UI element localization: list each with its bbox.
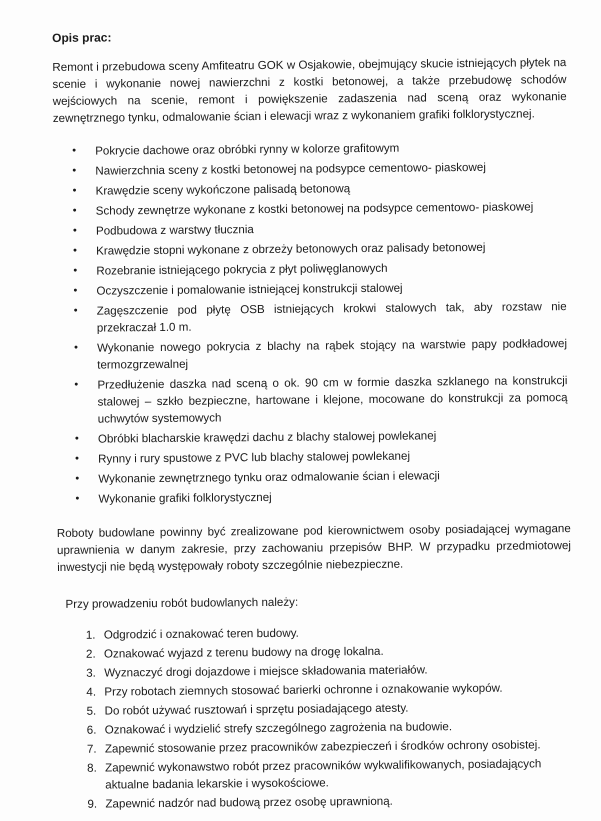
bullet-text: Rozebranie istniejącego pokrycia z płyt poliwęglanowych <box>96 261 388 278</box>
step-item <box>58 641 574 663</box>
bullet-item <box>56 446 568 468</box>
step-text: Zapewnić nadzór nad budową przez osobę uprawnioną. <box>105 794 393 811</box>
bullet-text: Schody zewnętrze wykonane z kostki betonowej na podsypce cementowo- piaskowej <box>95 200 534 218</box>
bullet-dot-icon: • <box>73 244 78 257</box>
bullet-item <box>55 298 567 337</box>
step-number: 1. <box>85 628 96 642</box>
bullet-text: Wykonanie grafiki folklorystycznej <box>98 490 272 506</box>
step-item <box>58 679 574 701</box>
supervision-paragraph: Roboty budowlane powinny być zrealizowane pod kierownictwem osoby posiadającej wymagane uprawnienia w danym zakresie, przy zachowaniu przepisów BHP. W przypadku przedmiotowej inwestycji nie będą występowały roboty szczególnie niebezpieczne. <box>56 522 572 574</box>
step-text: Przy robotach ziemnych stosować barierki ochronne i oznakowanie wykopów. <box>104 681 503 699</box>
step-item <box>59 755 575 794</box>
bullet-text: Krawędzie sceny wykończone palisadą betonową <box>95 182 351 198</box>
bullet-dot-icon: • <box>72 204 77 217</box>
step-text: Oznakować wyjazd z terenu budowy na drogę lokalna. <box>103 644 384 661</box>
bullet-item <box>54 278 566 300</box>
step-number: 5. <box>86 704 97 718</box>
step-text: Do robót używać rusztowań i sprzętu posiadającego atesty. <box>104 701 409 718</box>
bullet-text: Pokrycie dachowe oraz obróbki rynny w kolorze grafitowym <box>95 141 400 158</box>
step-number: 3. <box>86 666 96 680</box>
step-text: Zapewnić wykonawstwo robót przez pracowników wykwalifikowanych, posiadających aktualne badania lekarskie i wysokościowe. <box>105 757 542 792</box>
intro-paragraph: Remont i przebudowa sceny Amfiteatru GOK w Osjakowie, obejmujący skucie istniejących płytek na scenie i wykonanie nowej nawierzchni z kostki betonowej, a także przebudowę schodów wejściowych na scenie, remont i powiększenie zadaszenia nad sceną oraz wykonanie zewnętrznego tynku, odmalowanie ścian i elewacji wraz z wykonaniem grafiki folklorystycznej. <box>52 56 567 125</box>
bullet-text: Przedłużenie daszka nad sceną o ok. 90 cm w formie daszka szklanego na konstrukcji stalowej – szkło bezpieczne, hartowane i klejone, mocowane do konstrukcji za pomocą uchwytów systemowych <box>97 374 568 426</box>
bullet-dot-icon: • <box>72 184 77 197</box>
bullet-text: Krawędzie stopni wykonane z obrzeży betonowych oraz palisady betonowej <box>96 240 486 258</box>
page-content <box>52 25 580 815</box>
bullet-item <box>54 258 566 280</box>
bullet-item <box>53 138 565 160</box>
bullet-dot-icon: • <box>73 304 78 317</box>
bullet-dot-icon: • <box>72 144 77 157</box>
step-number: 2. <box>85 647 96 661</box>
bullet-text: Podbudowa z warstwy tłucznia <box>95 223 254 238</box>
bullet-dot-icon: • <box>75 472 80 485</box>
step-item <box>59 736 575 758</box>
bullet-dot-icon: • <box>75 452 80 465</box>
bullet-dot-icon: • <box>74 432 79 445</box>
bullet-item <box>56 426 568 448</box>
step-number: 6. <box>86 723 97 737</box>
section-heading: Opis prac: <box>52 30 112 45</box>
step-text: Zapewnić stosowanie przez pracowników zabezpieczeń i środków ochrony osobistej. <box>104 738 541 756</box>
bullet-item <box>55 335 567 374</box>
bullet-dot-icon: • <box>73 341 78 354</box>
bullet-text: Wykonanie nowego pokrycia z blachy na rąbek stojący na warstwie papy podkładowej termozgrzewalnej <box>96 337 568 372</box>
bullet-text: Nawierzchnia sceny z kostki betonowej na podsypce cementowo- piaskowej <box>95 160 486 178</box>
bullet-text: Oczyszczenie i pomalowanie istniejącej konstrukcji stalowej <box>96 281 403 298</box>
bullet-text: Wykonanie zewnętrznego tynku oraz odmalowanie ścian i elewacji <box>98 469 440 486</box>
bullet-text: Rynny i rury spustowe z PVC lub blachy stalowej powlekanej <box>98 449 411 466</box>
bullet-text: Obróbki blacharskie krawędzi dachu z blachy stalowej powlekanej <box>97 429 437 446</box>
bullet-dot-icon: • <box>72 164 77 177</box>
step-item <box>59 791 575 813</box>
step-text: Oznakować i wydzielić strefy szczególnego zagrożenia na budowie. <box>104 720 453 737</box>
bullet-item <box>54 218 566 240</box>
bullet-item <box>54 238 566 260</box>
bullet-dot-icon: • <box>75 492 80 505</box>
step-text: Wyznaczyć drogi dojazdowe i miejsce składowania materiałów. <box>104 663 428 680</box>
step-item <box>58 698 574 720</box>
step-item <box>58 660 574 682</box>
bullet-dot-icon: • <box>73 284 78 297</box>
step-number: 8. <box>87 761 97 775</box>
step-number: 7. <box>86 742 97 756</box>
step-item <box>58 622 574 644</box>
bullet-item <box>53 158 565 180</box>
safety-steps-list <box>58 622 580 813</box>
bullet-text: Zagęszczenie pod płytę OSB istniejących krokwi stalowych tak, aby rozstaw nie przekraczał 1.0 m. <box>96 300 567 335</box>
step-number: 9. <box>87 797 98 811</box>
step-number: 4. <box>86 685 97 699</box>
step-item <box>59 717 575 739</box>
bullet-item <box>56 486 568 508</box>
bullet-dot-icon: • <box>74 378 79 391</box>
works-bullet-list <box>53 138 576 508</box>
bullet-dot-icon: • <box>72 224 77 237</box>
bullet-item <box>55 372 567 428</box>
step-text: Odgrodzić i oznakować teren budowy. <box>103 626 299 642</box>
bullet-item <box>54 198 566 220</box>
bullet-dot-icon: • <box>73 264 78 277</box>
steps-intro: Przy prowadzeniu robót budowlanych należy: <box>65 595 299 611</box>
bullet-item <box>53 178 565 200</box>
bullet-item <box>56 466 568 488</box>
